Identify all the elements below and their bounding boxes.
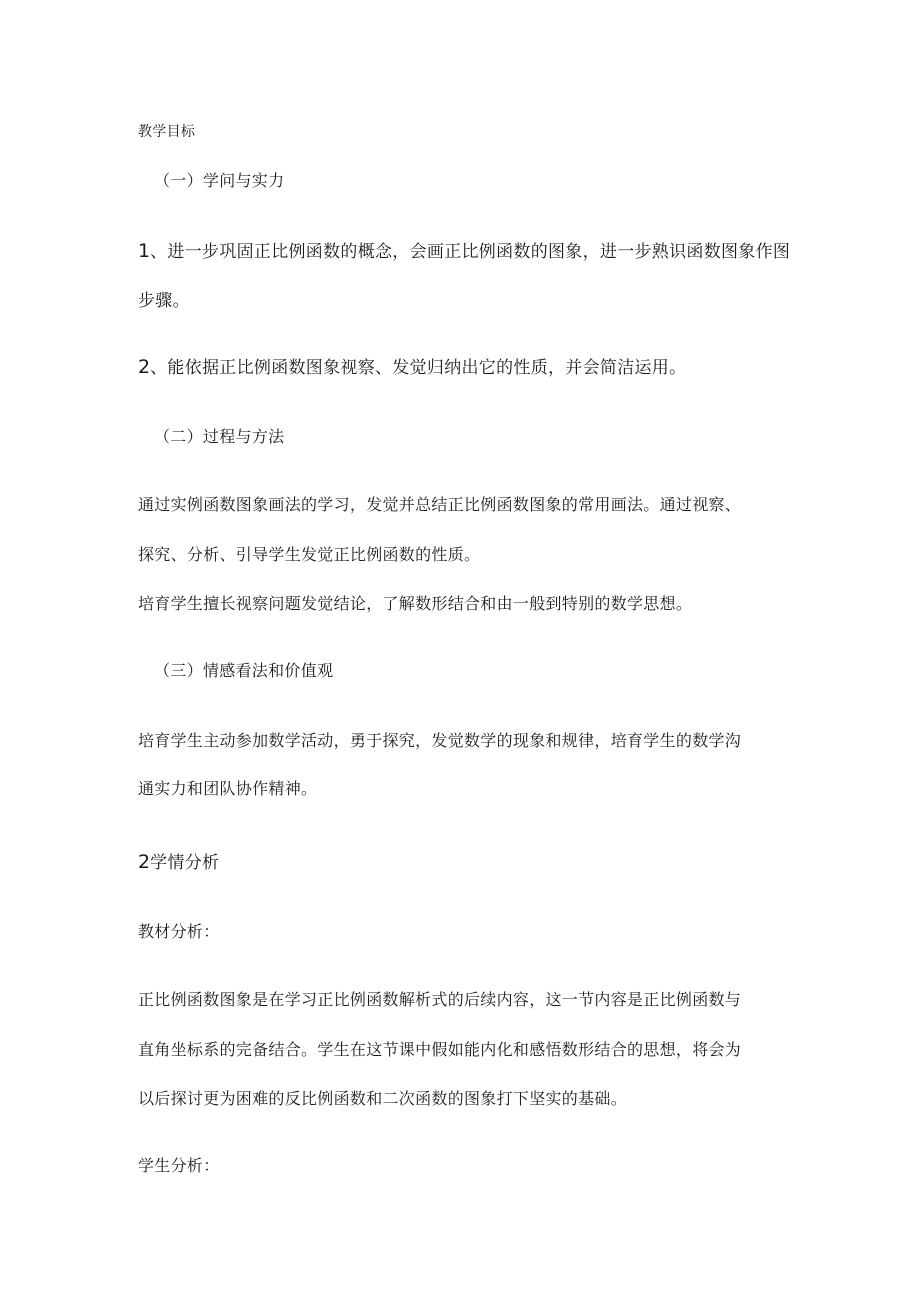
item-number: 1	[138, 240, 151, 262]
paragraph-attitude-1: 培育学生主动参加数学活动，勇于探究，发觉数学的现象和规律，培育学生的数学沟	[138, 731, 742, 750]
section-heading-attitude: （三）情感看法和价值观	[154, 661, 334, 680]
section-heading-knowledge: （一）学问与实力	[154, 171, 285, 190]
item-number: 2	[138, 356, 151, 378]
paragraph-material-1: 正比例函数图象是在学习正比例函数解析式的后续内容，这一节内容是正比例函数与	[138, 990, 742, 1009]
paragraph-attitude-2: 通实力和团队协作精神。	[138, 779, 318, 798]
paragraph-process-2: 探究、分析、引导学生发觉正比例函数的性质。	[138, 545, 481, 564]
paragraph-process-1: 通过实例函数图象画法的学习，发觉并总结正比例函数图象的常用画法。通过视察、	[138, 495, 742, 514]
paragraph-process-3: 培育学生擅长视察问题发觉结论，了解数形结合和由一般到特别的数学思想。	[138, 594, 693, 613]
item-text: 、进一步巩固正比例函数的概念，会画正比例函数的图象，进一步熟识函数图象作图	[150, 242, 791, 262]
section-heading-process: （二）过程与方法	[154, 427, 285, 446]
material-analysis-heading: 教材分析：	[138, 922, 220, 941]
objective-item-1	[138, 241, 790, 262]
objective-item-2	[138, 357, 686, 378]
objective-item-1-cont: 步骤。	[138, 291, 190, 311]
doc-title: 教学目标	[138, 124, 196, 140]
student-analysis-heading: 学生分析：	[138, 1156, 220, 1175]
section-number: 2	[138, 851, 151, 873]
paragraph-material-3: 以后探讨更为困难的反比例函数和二次函数的图象打下坚实的基础。	[138, 1089, 628, 1108]
section-text: 学情分析	[150, 853, 220, 873]
section-heading-analysis	[138, 852, 219, 873]
paragraph-material-2: 直角坐标系的完备结合。学生在这节课中假如能内化和感悟数形结合的思想，将会为	[138, 1040, 742, 1059]
item-text: 、能依据正比例函数图象视察、发觉归纳出它的性质，并会简洁运用。	[150, 358, 687, 378]
